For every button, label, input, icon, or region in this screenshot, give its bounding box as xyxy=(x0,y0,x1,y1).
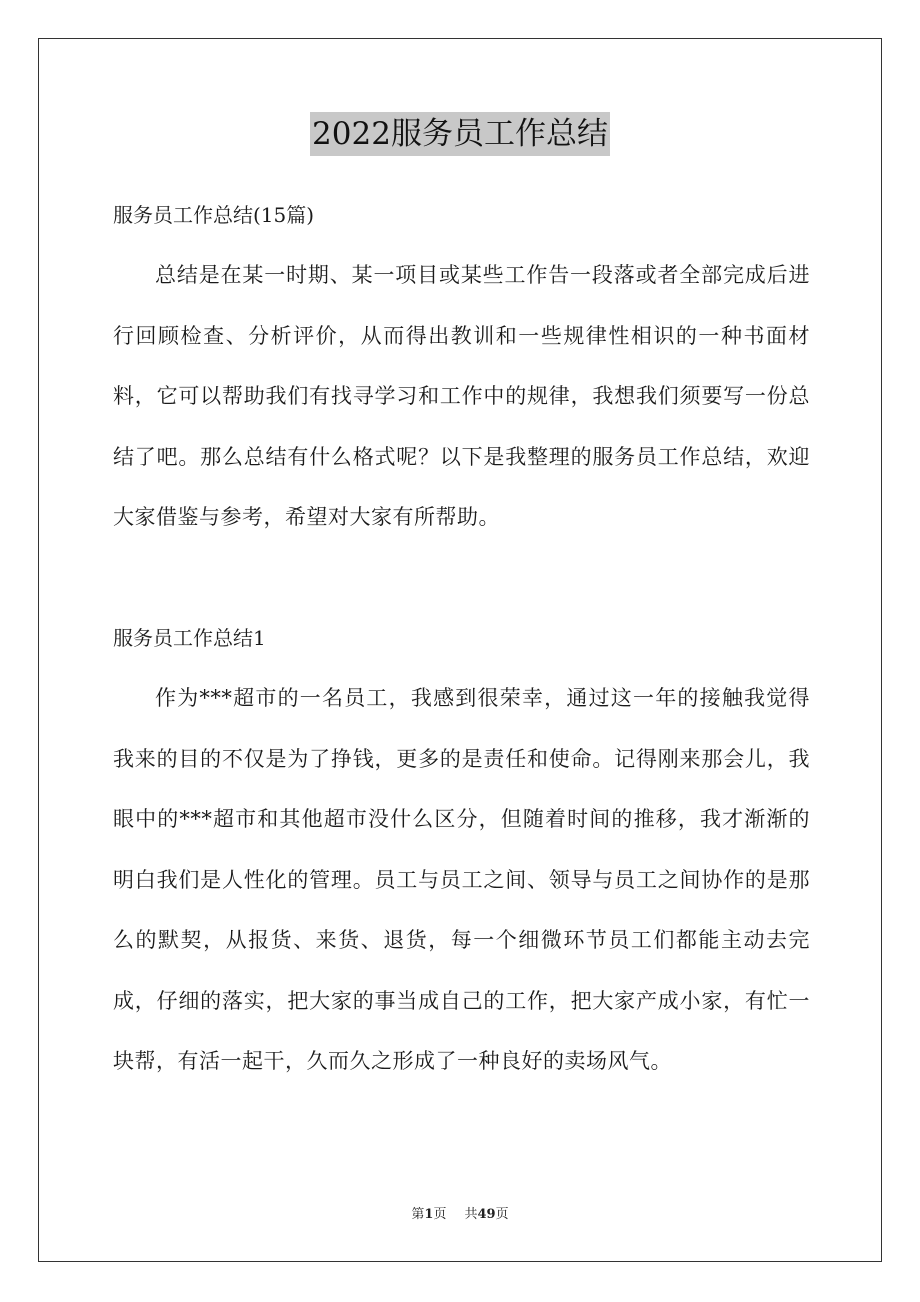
footer-page-suffix: 页 xyxy=(433,1207,447,1222)
intro-paragraph: 总结是在某一时期、某一项目或某些工作告一段落或者全部完成后进行回顾检查、分析评价，从而得出教训和一些规律性相识的一种书面材料，它可以帮助我们有找寻学习和工作中的规律，我想我们须要写一份总结了吧。那么总结有什么格式呢？以下是我整理的服务员工作总结，欢迎大家借鉴与参考，希望对大家有所帮助。 xyxy=(113,263,810,529)
footer-total-pages: 49 xyxy=(477,1207,496,1222)
footer-total-prefix: 共 xyxy=(464,1207,478,1222)
footer-total-suffix: 页 xyxy=(495,1207,509,1222)
title-container xyxy=(0,112,920,156)
section-paragraph: 作为***超市的一名员工，我感到很荣幸，通过这一年的接触我觉得我来的目的不仅是为了挣钱，更多的是责任和使命。记得刚来那会儿，我眼中的***超市和其他超市没什么区分，但随着时间的推移，我才渐渐的明白我们是人性化的管理。员工与员工之间、领导与员工之间协作的是那么的默契，从报货、来货、退货，每一个细微环节员工们都能主动去完成，仔细的落实，把大家的事当成自己的工作，把大家产成小家，有忙一块帮，有活一起干，久而久之形成了一种良好的卖场风气。 xyxy=(113,686,810,1073)
footer-current-page: 1 xyxy=(424,1207,434,1222)
document-title: 2022服务员工作总结 xyxy=(310,112,610,156)
section-heading: 服务员工作总结1 xyxy=(113,626,266,650)
footer-page-prefix: 第 xyxy=(411,1207,425,1222)
page-footer xyxy=(0,1206,920,1224)
document-subtitle: 服务员工作总结(15篇) xyxy=(113,203,315,227)
